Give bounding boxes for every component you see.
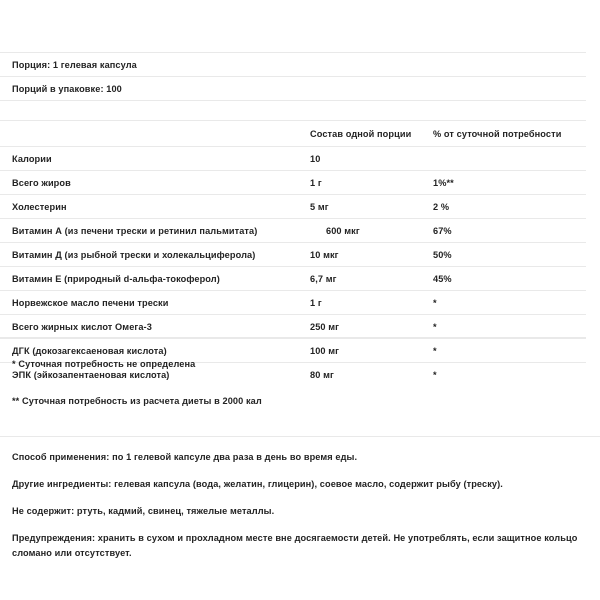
nutrient-amount: 100 мг xyxy=(310,345,340,356)
column-header-daily-value: % от суточной потребности xyxy=(433,128,562,139)
section-divider xyxy=(0,436,600,437)
nutrient-amount: 1 г xyxy=(310,297,322,308)
nutrient-daily-value: * xyxy=(433,297,437,308)
spacer-cell-amount xyxy=(310,101,433,121)
nutrient-daily-value xyxy=(433,147,586,171)
nutrient-name: Всего жиров xyxy=(12,177,71,188)
serving-size-row xyxy=(0,53,586,77)
serving-size-dv xyxy=(433,53,586,77)
servings-per-container-dv xyxy=(433,77,586,101)
table-row xyxy=(0,291,586,315)
column-header-amount: Состав одной порции xyxy=(310,128,412,139)
nutrient-daily-value: 67% xyxy=(433,225,452,236)
nutrient-daily-value: * xyxy=(433,321,437,332)
footnote-single-asterisk: * Суточная потребность не определена xyxy=(12,359,196,369)
serving-size-text: Порция: 1 гелевая капсула xyxy=(12,59,137,70)
nutrient-amount: 6,7 мг xyxy=(310,273,337,284)
nutrient-name: Всего жирных кислот Омега-3 xyxy=(12,321,152,332)
table-row xyxy=(0,267,586,291)
nutrient-name: ДГК (докозагексаеновая кислота) xyxy=(12,345,167,356)
nutrient-amount: 10 xyxy=(310,153,321,164)
usage-information xyxy=(12,450,588,561)
table-bottom-rule xyxy=(0,337,586,338)
table-row xyxy=(0,195,586,219)
nutrient-name: Норвежское масло печени трески xyxy=(12,297,169,308)
nutrient-name: Витамин Д (из рыбной трески и холекальциферола) xyxy=(12,249,256,260)
table-row xyxy=(0,171,586,195)
servings-per-container-row xyxy=(0,77,586,101)
nutrient-name: ЭПК (эйкозапентаеновая кислота) xyxy=(12,369,170,380)
table-row xyxy=(0,147,586,171)
servings-per-container-text: Порций в упаковке: 100 xyxy=(12,83,122,94)
spacer-cell-name xyxy=(0,101,310,121)
nutrient-daily-value: 50% xyxy=(433,249,452,260)
table-row xyxy=(0,243,586,267)
nutrient-amount: 1 г xyxy=(310,177,322,188)
table-spacer-row xyxy=(0,101,586,121)
nutrient-amount: 600 мкг xyxy=(326,225,360,236)
nutrient-name: Калории xyxy=(12,153,52,164)
free-from-text: Не содержит: ртуть, кадмий, свинец, тяжелые металлы. xyxy=(12,506,275,516)
table-row xyxy=(0,315,586,339)
serving-size-amount xyxy=(310,53,433,77)
footnotes xyxy=(12,359,586,433)
nutrient-amount: 250 мг xyxy=(310,321,340,332)
supplement-facts-table xyxy=(0,52,586,386)
column-header-name xyxy=(0,121,310,147)
nutrient-daily-value: * xyxy=(433,345,437,356)
warnings-text: Предупреждения: хранить в сухом и прохладном месте вне досягаемости детей. Не употреблять, если защитное кольцо сломано или отсутствует. xyxy=(12,533,578,558)
nutrient-amount: 80 мг xyxy=(310,369,334,380)
nutrient-daily-value: 45% xyxy=(433,273,452,284)
table-header-row xyxy=(0,121,586,147)
nutrient-daily-value: 2 % xyxy=(433,201,450,212)
nutrient-amount: 10 мкг xyxy=(310,249,339,260)
footnote-double-asterisk: ** Суточная потребность из расчета диеты в 2000 кал xyxy=(12,396,262,406)
nutrient-name: Витамин А (из печени трески и ретинил пальмитата) xyxy=(12,225,258,236)
directions-text: Способ применения: по 1 гелевой капсуле два раза в день во время еды. xyxy=(12,452,358,462)
nutrient-name: Холестерин xyxy=(12,201,67,212)
table-row xyxy=(0,219,586,243)
nutrient-amount: 5 мг xyxy=(310,201,329,212)
nutrient-name: Витамин Е (природный d-альфа-токоферол) xyxy=(12,273,220,284)
nutrient-daily-value: * xyxy=(433,369,437,380)
servings-per-container-amount xyxy=(310,77,433,101)
nutrient-daily-value: 1%** xyxy=(433,177,454,188)
spacer-cell-dv xyxy=(433,101,586,121)
other-ingredients-text: Другие ингредиенты: гелевая капсула (вода, желатин, глицерин), соевое масло, содержит рыбу (треску). xyxy=(12,479,503,489)
